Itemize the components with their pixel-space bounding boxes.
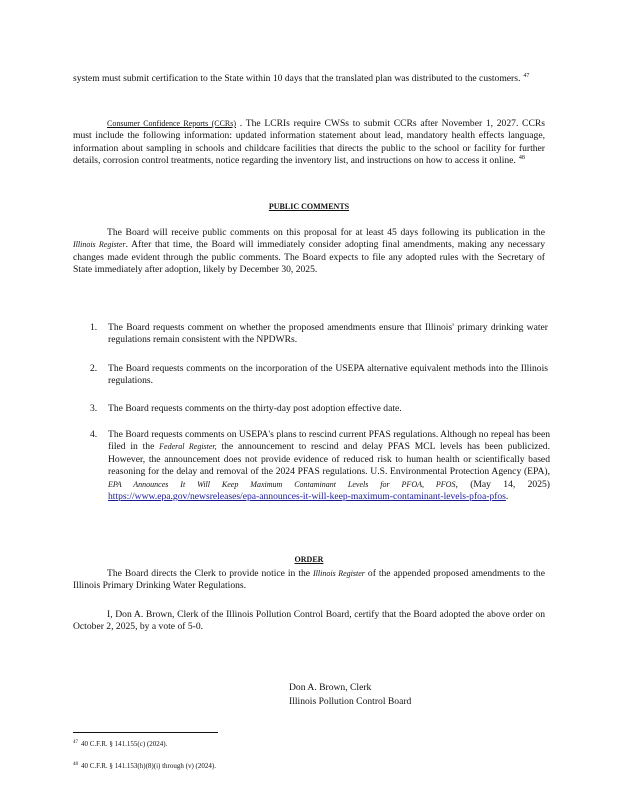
paragraph-public-comments: The Board will receive public comments on this proposal for at least 45 days following its publication in the Illinois Register. After that time, the Board will immediately consider adopting final amendments, making any necessary changes made evident through the public comments. The Board expects to file any adopted rules with the Secretary of State immediately after adoption, likely by December 30, 2025. <box>73 227 546 276</box>
federal-register-ref: Federal Register, <box>159 442 217 452</box>
footnote-divider <box>73 732 218 733</box>
request-item-4: 4. The Board requests comments on USEPA's plans to rescind current PFAS regulations. Although no repeal has been filed in the Federal Register, the announcement to rescind and delay PFAS MCL levels has been publicized. However, the announcement does not provide evidence of reduced risk to human health or scientifically based reasoning for the delay and removal of the 2024 PFAS regulations. U.S. Environmental Protection Agency (EPA), EPA Announces It Will Keep Maximum Contaminant Levels for PFOA, PFOS, (May 14, 2025) https://www.epa.gov/newsreleases/epa-announces-it-will-keep-maximum-contaminant-levels-pfoa-pfos. <box>90 429 550 503</box>
paragraph-translated-plan: system must submit certification to the State within 10 days that the translated plan was distributed to the customers. $^{47}$ <box>73 72 530 84</box>
ccr-heading: Consumer Confidence Reports (CCRs) <box>107 119 237 128</box>
request-item-1: 1. The Board requests comment on whether the proposed amendments ensure that Illinois' primary drinking water regulations remain consistent with the NPDWRs. <box>90 322 548 346</box>
footnote-48: $^{48}$ 40 C.F.R. § 141.153(h)(8)(i) through (v) (2024). <box>73 761 216 770</box>
illinois-register-ref: Illinois Register <box>73 240 126 250</box>
paragraph-order: The Board directs the Clerk to provide notice in the Illinois Register of the appended proposed amendments to the Illinois Primary Drinking Water Regulations. <box>73 568 545 592</box>
signature-block <box>289 681 411 709</box>
request-item-2: 2. The Board requests comments on the incorporation of the USEPA alternative equivalent methods into the Illinois regulations. <box>90 363 548 387</box>
request-item-3: 3. The Board requests comments on the thirty-day post adoption effective date. <box>90 403 402 414</box>
footnote-47: $^{47}$ 40 C.F.R. § 141.155(c) (2024). <box>73 739 168 748</box>
epa-title-ref: EPA Announces It Will Keep Maximum Contaminant Levels for PFOA, PFOS <box>108 479 456 489</box>
signature-name: Don A. Brown, Clerk <box>289 682 372 693</box>
order-heading: ORDER <box>294 555 324 564</box>
public-comments-heading: PUBLIC COMMENTS <box>268 202 350 211</box>
signature-org: Illinois Pollution Control Board <box>289 696 412 707</box>
footnote-ref-48[interactable]: 48 <box>518 155 525 162</box>
footnote-ref-47[interactable]: 47 <box>523 72 530 79</box>
paragraph-certification: I, Don A. Brown, Clerk of the Illinois Pollution Control Board, certify that the Board adopted the above order on October 2, 2025, by a vote of 5-0. <box>73 609 545 633</box>
epa-news-link[interactable]: https://www.epa.gov/newsreleases/epa-announces-it-will-keep-maximum-contaminant-levels-pfoa-pfos <box>108 491 506 503</box>
illinois-register-ref-2: Illinois Register <box>313 569 365 578</box>
paragraph-ccr: Consumer Confidence Reports (CCRs) . The LCRIs require CWSs to submit CCRs after November 1, 2027. CCRs must include the following information: updated information statement about lead, mandatory health effects language, information about sampling in schools and childcare facilities that directs the public to the school or facility for further details, corrosion control treatments, notice regarding the inventory list, and instructions on how to access it online. $^{48}$ <box>73 118 545 167</box>
